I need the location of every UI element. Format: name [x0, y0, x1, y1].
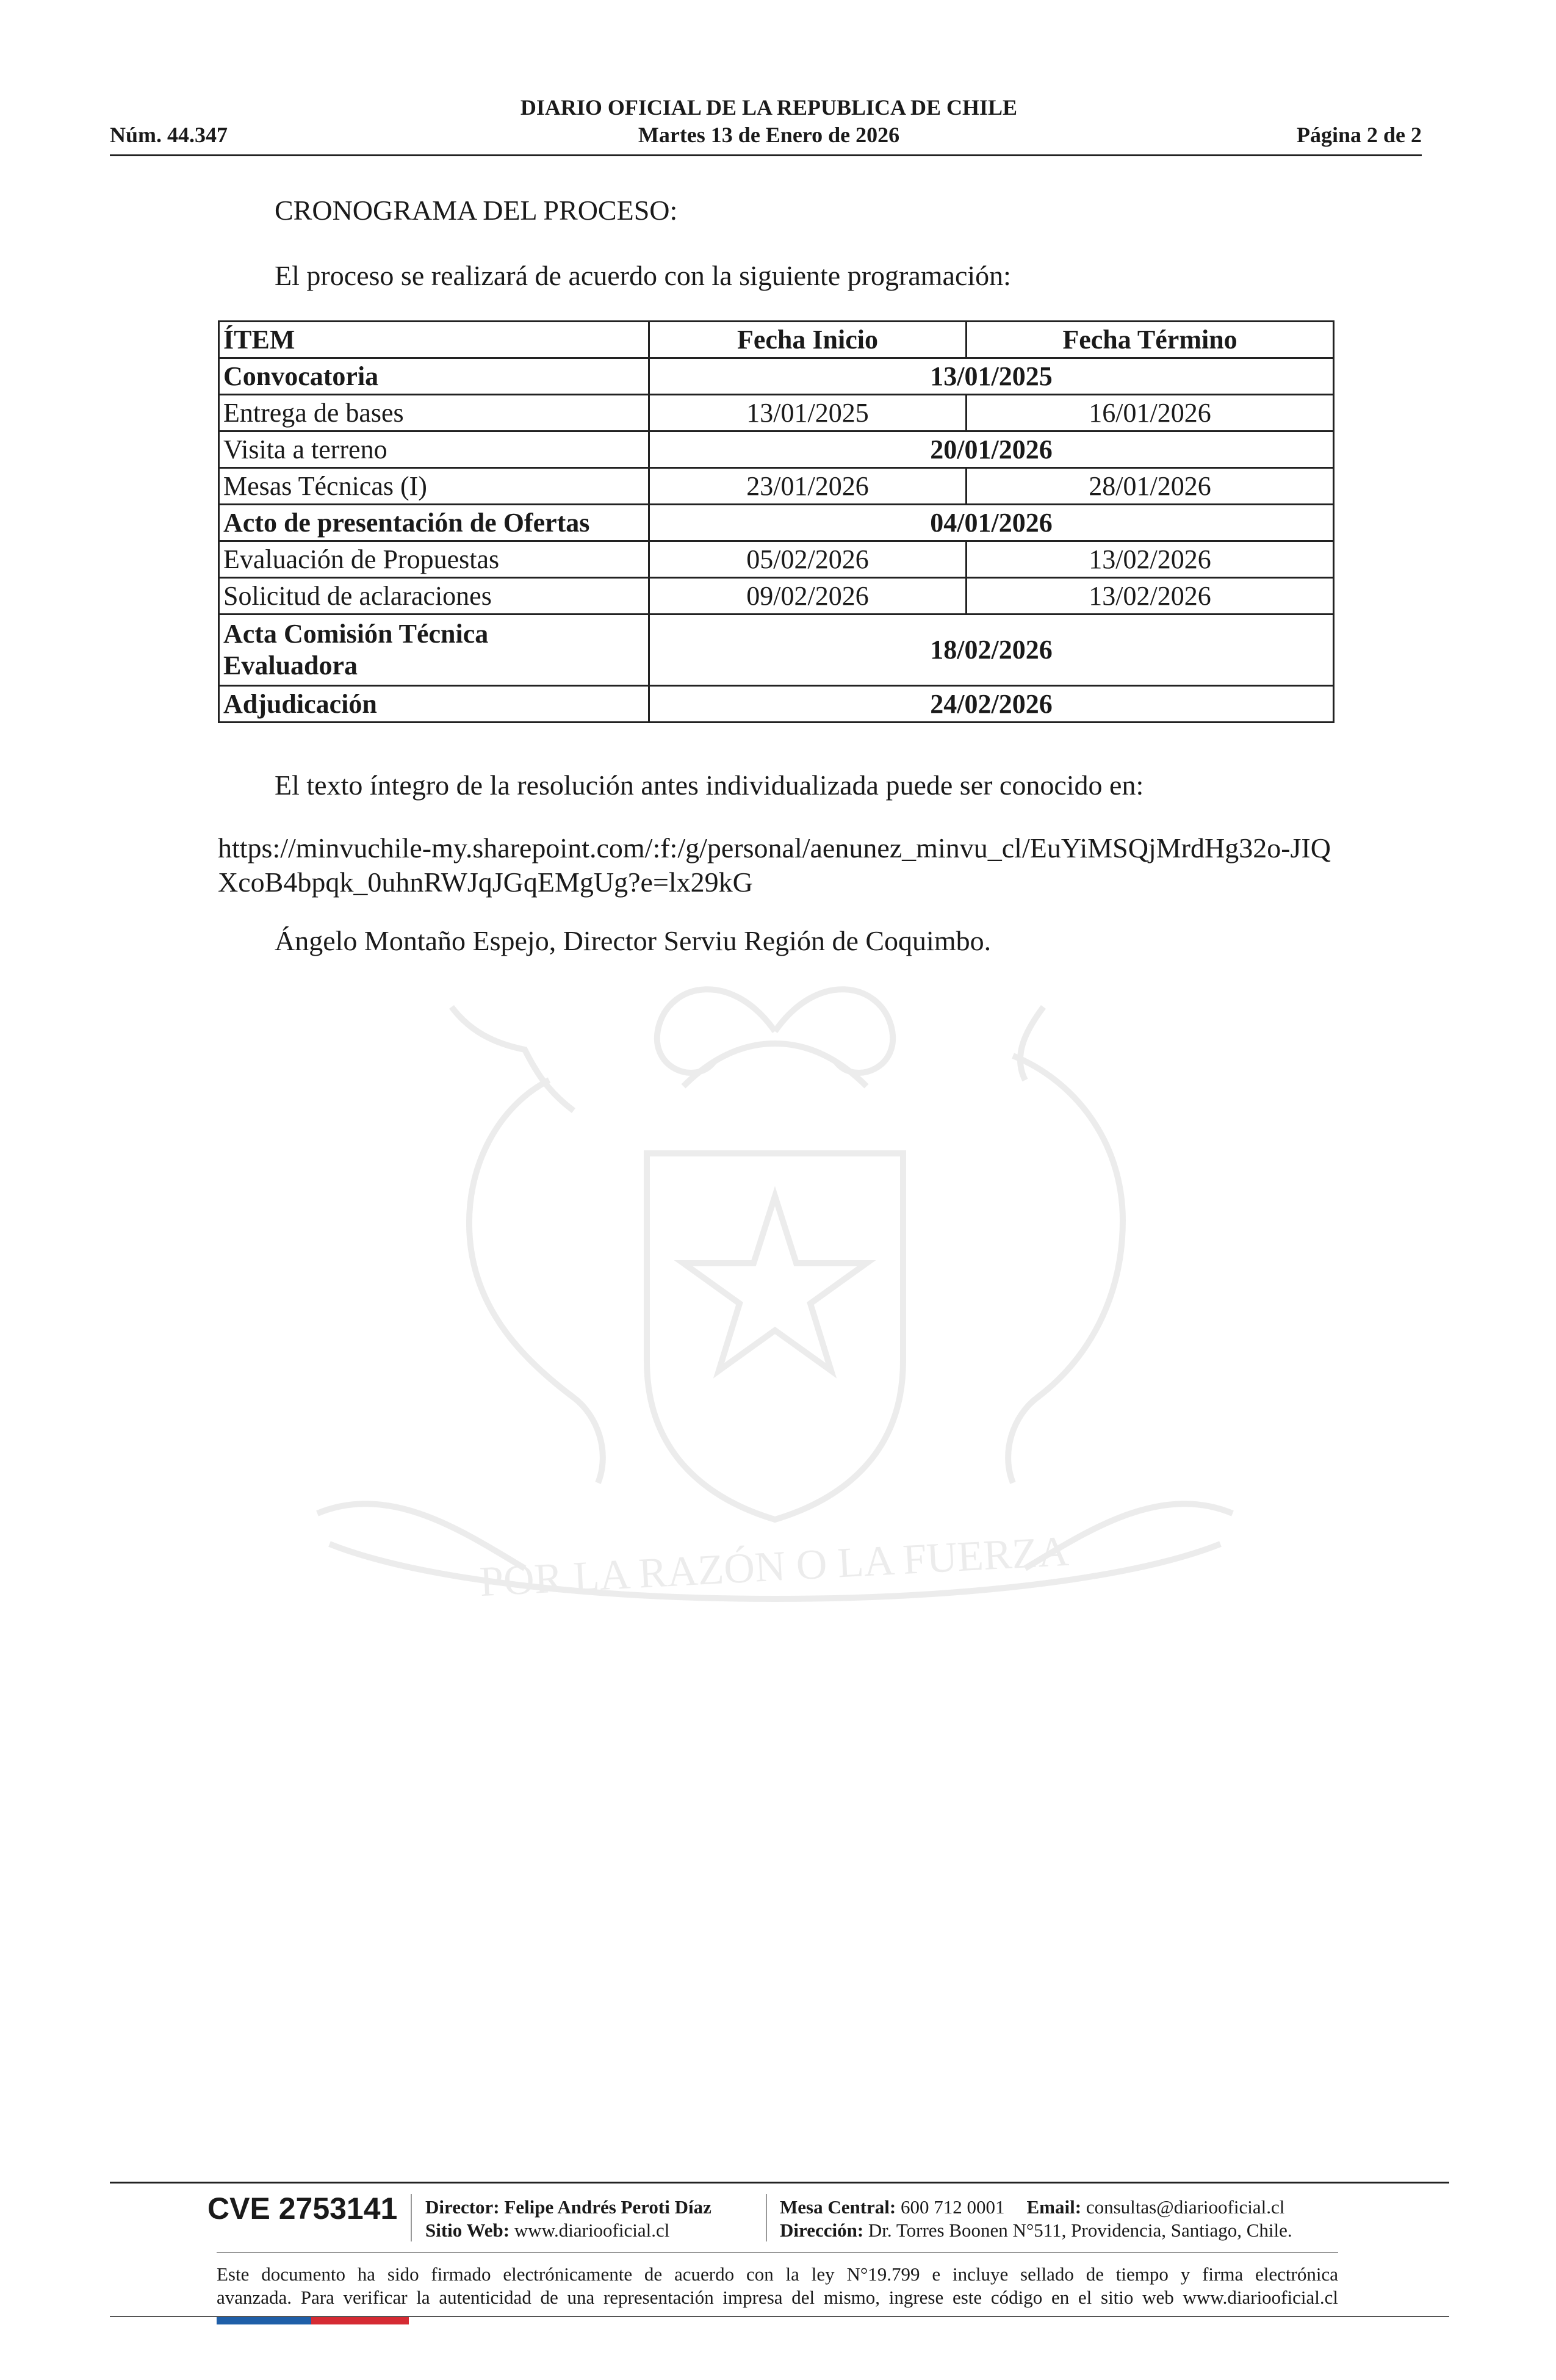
footer-contact-block [780, 2196, 1292, 2242]
row-item: Acto de presentación de Ofertas [219, 505, 649, 541]
phone-number: 600 712 0001 [901, 2196, 1005, 2218]
address-text: Dr. Torres Boonen N°511, Providencia, Santiago, Chile. [868, 2220, 1292, 2241]
sharepoint-link[interactable]: https://minvuchile-my.sharepoint.com/:f:/g/personal/aenunez_minvu_cl/EuYiMSQjMrdHg32o-JIQXcoB4bpqk_0uhnRWJqJGqEMgUg?e=lx29kG [218, 832, 1331, 898]
flag-stripe-red [311, 2317, 409, 2324]
header-cell-start: Fecha Inicio [649, 322, 967, 358]
row-start-date: 05/02/2026 [649, 541, 967, 578]
row-start-date: 09/02/2026 [649, 578, 967, 615]
table-row [219, 541, 1334, 578]
issue-date: Martes 13 de Enero de 2026 [638, 123, 900, 147]
row-date: 20/01/2026 [649, 431, 1334, 468]
row-date: 18/02/2026 [649, 615, 1334, 686]
table-header-row [219, 322, 1334, 358]
row-item: Convocatoria [219, 358, 649, 395]
table-row [219, 615, 1334, 686]
row-end-date: 16/01/2026 [967, 395, 1334, 431]
row-item-line: Evaluadora [223, 651, 358, 680]
page-indicator: Página 2 de 2 [1296, 123, 1422, 147]
row-end-date: 28/01/2026 [967, 468, 1334, 505]
table-row [219, 505, 1334, 541]
email-label: Email: [1026, 2196, 1082, 2218]
director-name: Felipe Andrés Peroti Díaz [504, 2196, 711, 2218]
director-label: Director: [425, 2196, 500, 2218]
table-row [219, 358, 1334, 395]
row-date: 04/01/2026 [649, 505, 1334, 541]
row-end-date: 13/02/2026 [967, 578, 1334, 615]
intro-paragraph: El proceso se realizará de acuerdo con la siguiente programación: [275, 260, 1011, 291]
table-row [219, 578, 1334, 615]
resolution-paragraph: El texto íntegro de la resolución antes individualizada puede ser conocido en: [275, 770, 1144, 801]
footer-separator [766, 2194, 767, 2241]
coat-of-arms-watermark [207, 934, 1342, 1666]
flag-stripe-blue [217, 2317, 311, 2324]
row-item: Visita a terreno [219, 431, 649, 468]
row-item-line: Acta Comisión Técnica [223, 619, 489, 649]
website-label: Sitio Web: [425, 2220, 510, 2241]
newspaper-title: DIARIO OFICIAL DE LA REPUBLICA DE CHILE [520, 95, 1018, 120]
header-divider [110, 154, 1422, 156]
row-item: Adjudicación [219, 686, 649, 723]
footer-divider [217, 2252, 1338, 2253]
row-item: Solicitud de aclaraciones [219, 578, 649, 615]
phone-label: Mesa Central: [780, 2196, 896, 2218]
row-start-date: 13/01/2025 [649, 395, 967, 431]
table-row [219, 686, 1334, 723]
legal-notice [217, 2263, 1338, 2309]
row-item: Entrega de bases [219, 395, 649, 431]
table-row [219, 468, 1334, 505]
row-item [219, 615, 649, 686]
row-item: Mesas Técnicas (I) [219, 468, 649, 505]
footer-divider [110, 2182, 1449, 2183]
website-link[interactable]: www.diariooficial.cl [514, 2220, 670, 2241]
legal-notice-line: avanzada. Para verificar la autenticidad de una representación impresa del mismo, ingrese este código en el sitio web www.diariooficial.cl [217, 2287, 1338, 2308]
footer-separator [411, 2194, 412, 2241]
schedule-table [218, 320, 1334, 723]
row-date: 13/01/2025 [649, 358, 1334, 395]
row-date: 24/02/2026 [649, 686, 1334, 723]
row-start-date: 23/01/2026 [649, 468, 967, 505]
email-link[interactable]: consultas@diariooficial.cl [1086, 2196, 1285, 2218]
row-item: Evaluación de Propuestas [219, 541, 649, 578]
watermark-motto: POR LA RAZÓN O LA FUERZA [478, 1527, 1070, 1606]
table-row [219, 431, 1334, 468]
signature-line: Ángelo Montaño Espejo, Director Serviu Región de Coquimbo. [275, 925, 992, 956]
table-row [219, 395, 1334, 431]
row-end-date: 13/02/2026 [967, 541, 1334, 578]
footer-director-block [425, 2196, 711, 2242]
issue-number: Núm. 44.347 [110, 123, 228, 147]
legal-notice-line: Este documento ha sido firmado electrónicamente de acuerdo con la ley N°19.799 e incluye sellado de tiempo y firma electrónica [217, 2263, 1338, 2285]
cve-code: CVE 2753141 [207, 2191, 398, 2226]
header-cell-end: Fecha Término [967, 322, 1334, 358]
address-label: Dirección: [780, 2220, 864, 2241]
header-cell-item: ÍTEM [219, 322, 649, 358]
section-title: CRONOGRAMA DEL PROCESO: [275, 195, 678, 226]
